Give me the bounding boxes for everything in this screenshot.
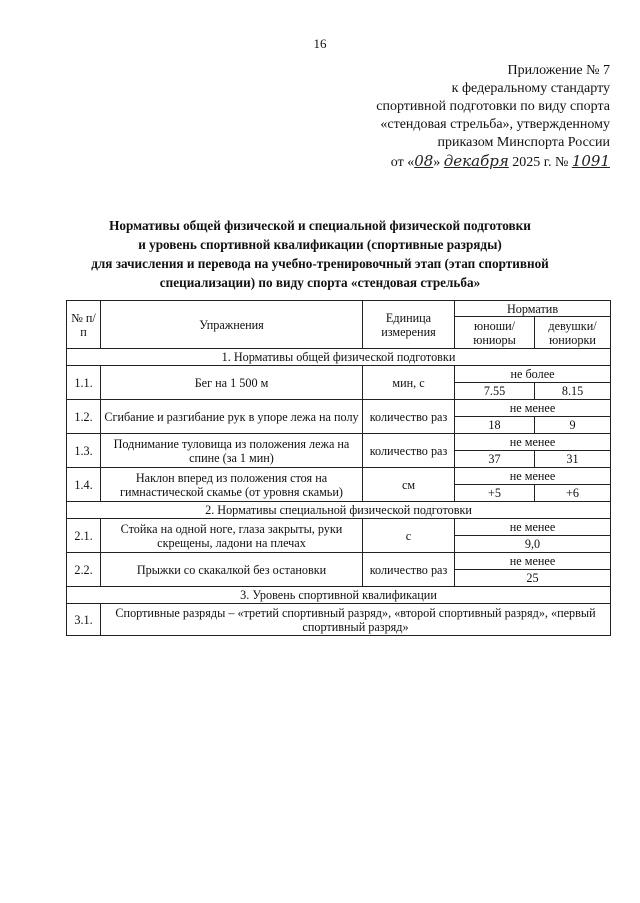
row-girls-value: +6	[535, 485, 611, 502]
appendix-line: спортивной подготовки по виду спорта	[376, 99, 610, 114]
document-heading	[40, 216, 600, 292]
row-num: 1.3.	[67, 434, 101, 468]
header-girls: девушки/ юниорки	[535, 317, 611, 349]
row-value: 9,0	[455, 536, 611, 553]
order-date-line	[310, 152, 610, 172]
row-boys-value: 18	[455, 417, 535, 434]
heading-line: специализации) по виду спорта «стендовая стрельба»	[159, 275, 481, 290]
row-girls-value: 9	[535, 417, 611, 434]
appendix-line: приказом Минспорта России	[437, 135, 610, 150]
header-norm: Норматив	[455, 301, 611, 317]
row-unit: см	[363, 468, 455, 502]
row-value: 25	[455, 570, 611, 587]
section-title: 3. Уровень спортивной квалификации	[67, 587, 611, 604]
row-unit: количество раз	[363, 553, 455, 587]
row-unit: с	[363, 519, 455, 553]
appendix-title: Приложение № 7	[507, 63, 610, 78]
row-qualifier: не менее	[455, 519, 611, 536]
order-quote: »	[433, 155, 441, 170]
row-exercise: Стойка на одной ноге, глаза закрыты, руки скрещены, ладони на плечах	[101, 519, 363, 553]
header-unit: Единица измерения	[363, 301, 455, 349]
row-num: 2.2.	[67, 553, 101, 587]
row-qualifier: не менее	[455, 468, 611, 485]
row-num: 2.1.	[67, 519, 101, 553]
header-exercise: Упражнения	[101, 301, 363, 349]
row-qualifier: не более	[455, 366, 611, 383]
heading-line: для зачисления и перевода на учебно-тренировочный этап (этап спортивной	[91, 256, 549, 271]
appendix-block	[310, 62, 610, 172]
order-day: 08	[414, 152, 434, 170]
row-num: 3.1.	[67, 604, 101, 636]
order-number: 1091	[571, 152, 610, 170]
appendix-line: к федеральному стандарту	[451, 81, 610, 96]
order-month: декабря	[443, 152, 509, 170]
row-boys-value: 7.55	[455, 383, 535, 400]
row-qualifier: не менее	[455, 553, 611, 570]
norms-table	[66, 300, 611, 636]
order-year-text: 2025 г. №	[512, 155, 569, 170]
row-boys-value: +5	[455, 485, 535, 502]
row-unit: количество раз	[363, 434, 455, 468]
section-title: 2. Нормативы специальной физической подготовки	[67, 502, 611, 519]
row-exercise: Прыжки со скакалкой без остановки	[101, 553, 363, 587]
row-qualifier: не менее	[455, 434, 611, 451]
row-unit: количество раз	[363, 400, 455, 434]
row-girls-value: 31	[535, 451, 611, 468]
heading-line: Нормативы общей физической и специальной физической подготовки	[109, 218, 531, 233]
row-qualification-text: Спортивные разряды – «третий спортивный разряд», «второй спортивный разряд», «первый спортивный разряд»	[101, 604, 611, 636]
header-boys: юноши/ юниоры	[455, 317, 535, 349]
header-num: № п/п	[67, 301, 101, 349]
row-num: 1.4.	[67, 468, 101, 502]
row-boys-value: 37	[455, 451, 535, 468]
row-exercise: Бег на 1 500 м	[101, 366, 363, 400]
row-girls-value: 8.15	[535, 383, 611, 400]
section-title: 1. Нормативы общей физической подготовки	[67, 349, 611, 366]
row-qualifier: не менее	[455, 400, 611, 417]
row-unit: мин, с	[363, 366, 455, 400]
row-exercise: Наклон вперед из положения стоя на гимнастической скамье (от уровня скамьи)	[101, 468, 363, 502]
row-exercise: Поднимание туловища из положения лежа на спине (за 1 мин)	[101, 434, 363, 468]
appendix-line: «стендовая стрельба», утвержденному	[380, 117, 610, 132]
row-exercise: Сгибание и разгибание рук в упоре лежа на полу	[101, 400, 363, 434]
heading-line: и уровень спортивной квалификации (спортивные разряды)	[138, 237, 502, 252]
page-number: 16	[313, 36, 327, 51]
order-from-text: от «	[390, 155, 415, 170]
row-num: 1.2.	[67, 400, 101, 434]
row-num: 1.1.	[67, 366, 101, 400]
